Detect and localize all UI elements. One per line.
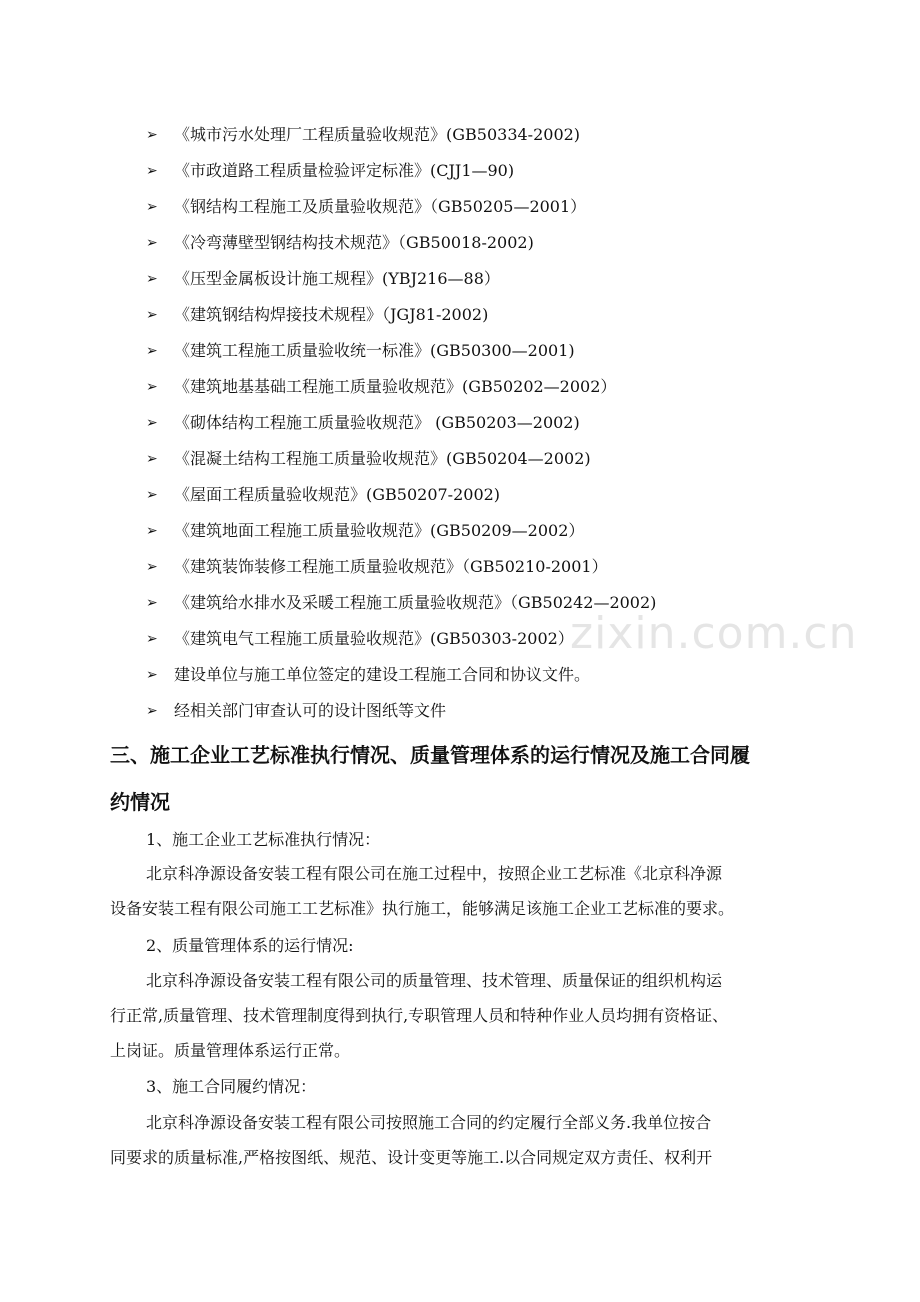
list-item-text: 《建筑给水排水及采暖工程施工质量验收规范》（GB50242—2002) [174,593,657,612]
list-item [146,117,846,153]
arrow-bullet-icon: ➢ [146,631,158,647]
list-item [146,333,846,369]
arrow-bullet-icon: ➢ [146,559,158,575]
list-item [146,189,846,225]
list-item [146,225,846,261]
list-item-text: 《冷弯薄壁型钢结构技术规范》（GB50018-2002) [174,233,534,252]
paragraph-contract [110,1105,816,1175]
watermark: zixin.com.cn [570,608,858,659]
paragraph-line: 设备安装工程有限公司施工工艺标准》执行施工，能够满足该施工企业工艺标准的要求。 [110,899,735,918]
arrow-bullet-icon: ➢ [146,415,158,431]
list-item [146,369,846,405]
list-item-text: 《建筑装饰装修工程施工质量验收规范》（GB50210-2001） [174,557,608,576]
section-heading: 三、施工企业工艺标准执行情况、质量管理体系的运行情况及施工合同履 [110,743,750,767]
list-item-text: 《钢结构工程施工及质量验收规范》（GB50205—2001） [174,197,587,216]
list-item [146,261,846,297]
list-item [146,153,846,189]
paragraph-quality-system [110,963,816,1068]
list-item-text: 《建筑工程施工质量验收统一标准》(GB50300—2001) [174,341,575,360]
arrow-bullet-icon: ➢ [146,379,158,395]
paragraph-line: 行正常,质量管理、技术管理制度得到执行,专职管理人员和特种作业人员均拥有资格证、 [110,1006,729,1025]
paragraph-line: 北京科净源设备安装工程有限公司在施工过程中，按照企业工艺标准《北京科净源 [146,864,723,883]
list-item [146,657,846,693]
list-item [146,441,846,477]
arrow-bullet-icon: ➢ [146,163,158,179]
arrow-bullet-icon: ➢ [146,271,158,287]
paragraph-line: 同要求的质量标准,严格按图纸、规范、设计变更等施工.以合同规定双方责任、权利开 [110,1148,713,1167]
list-item [146,549,846,585]
list-item-text: 《建筑地基基础工程施工质量验收规范》(GB50202—2002） [174,377,617,396]
list-item-text: 《城市污水处理厂工程质量验收规范》(GB50334-2002) [174,125,581,144]
list-item-text: 《建筑地面工程施工质量验收规范》(GB50209—2002） [174,521,585,540]
list-item-text: 《建筑电气工程施工质量验收规范》(GB50303-2002） [174,629,574,648]
arrow-bullet-icon: ➢ [146,703,158,719]
paragraph-process-standard [110,856,816,926]
list-item-text: 建设单位与施工单位签定的建设工程施工合同和协议文件。 [174,665,591,684]
list-item [146,405,846,441]
paragraph-line: 北京科净源设备安装工程有限公司的质量管理、技术管理、质量保证的组织机构运 [146,971,723,990]
list-item [146,297,846,333]
section-heading-continued: 约情况 [110,790,170,814]
arrow-bullet-icon: ➢ [146,451,158,467]
arrow-bullet-icon: ➢ [146,127,158,143]
arrow-bullet-icon: ➢ [146,307,158,323]
list-item-text: 《市政道路工程质量检验评定标准》(CJJ1—90) [174,161,515,180]
arrow-bullet-icon: ➢ [146,667,158,683]
arrow-bullet-icon: ➢ [146,343,158,359]
subheading-quality-system: 2、质量管理体系的运行情况: [146,936,354,955]
subheading-contract: 3、施工合同履约情况： [146,1077,317,1096]
list-item-text: 《建筑钢结构焊接技术规程》（JGJ81-2002) [174,305,489,324]
paragraph-line: 上岗证。质量管理体系运行正常。 [110,1041,351,1060]
list-item-text: 《混凝土结构工程施工质量验收规范》(GB50204—2002) [174,449,591,468]
arrow-bullet-icon: ➢ [146,235,158,251]
arrow-bullet-icon: ➢ [146,595,158,611]
list-item-text: 《砌体结构工程施工质量验收规范》 (GB50203—2002) [174,413,580,432]
list-item-text: 经相关部门审查认可的设计图纸等文件 [174,701,447,720]
list-item [146,693,846,729]
subheading-process-standard: 1、施工企业工艺标准执行情况： [146,830,381,849]
list-item-text: 《屋面工程质量验收规范》(GB50207-2002) [174,485,501,504]
list-item-text: 《压型金属板设计施工规程》(YBJ216—88） [174,269,500,288]
arrow-bullet-icon: ➢ [146,487,158,503]
arrow-bullet-icon: ➢ [146,199,158,215]
paragraph-line: 北京科净源设备安装工程有限公司按照施工合同的约定履行全部义务.我单位按合 [146,1113,712,1132]
list-item [146,513,846,549]
arrow-bullet-icon: ➢ [146,523,158,539]
list-item [146,477,846,513]
